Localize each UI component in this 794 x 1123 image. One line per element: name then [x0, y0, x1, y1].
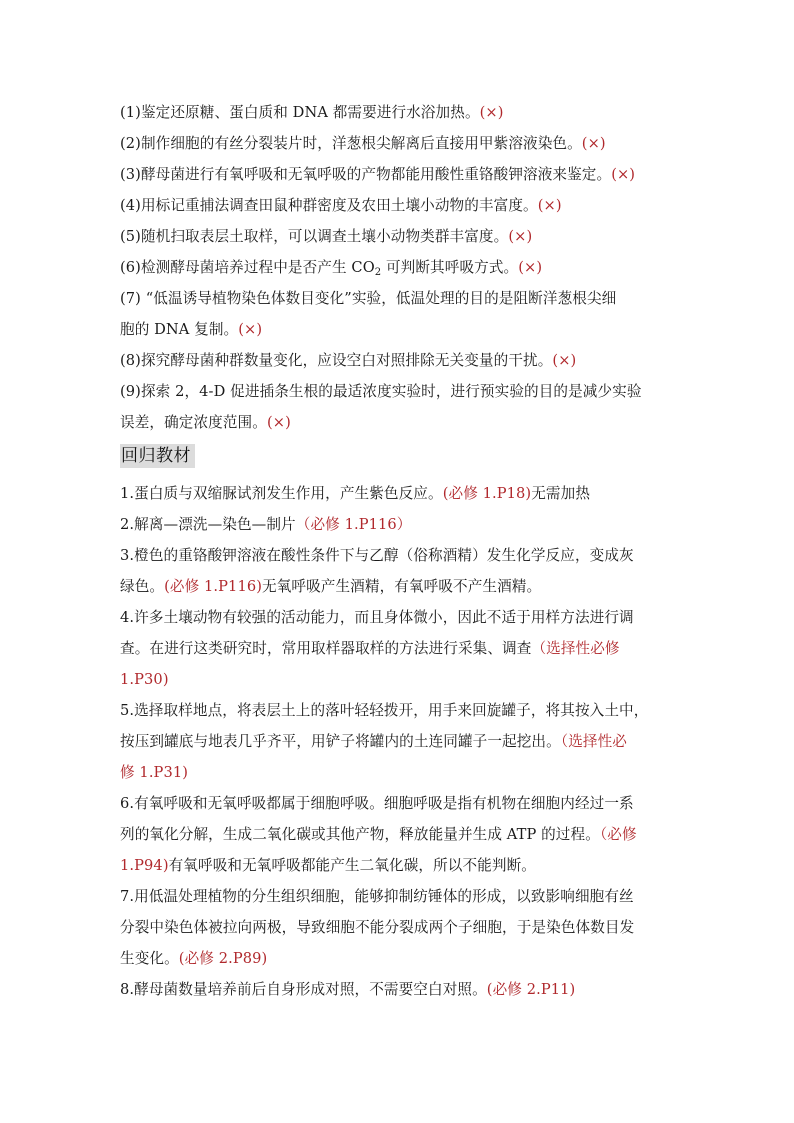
- wrong-mark: (×): [266, 414, 291, 431]
- judgment-list: [120, 97, 676, 438]
- judgment-item-line: [120, 190, 676, 221]
- item-text: 4.许多土壤动物有较强的活动能力，而且身体微小，因此不适于用样方法进行调: [120, 609, 634, 626]
- textbook-item-line: [120, 509, 676, 540]
- judgment-item: [120, 128, 676, 159]
- textbook-item: [120, 974, 676, 1005]
- judgment-item-line: [120, 314, 676, 345]
- item-text: 8.酵母菌数量培养前后自身形成对照，不需要空白对照。: [120, 981, 487, 998]
- item-note: 无需加热: [531, 485, 591, 502]
- textbook-item-line: [120, 478, 676, 509]
- textbook-reference: （选择性必: [560, 733, 627, 750]
- item-text: 7.用低温处理植物的分生组织细胞，能够抑制纺锤体的形成，以致影响细胞有丝: [120, 888, 634, 905]
- item-text: 误差，确定浓度范围。: [120, 414, 267, 431]
- textbook-item: [120, 602, 676, 695]
- item-text: (7) “低温诱导植物染色体数目变化”实验，低温处理的目的是阻断洋葱根尖细: [120, 290, 617, 307]
- judgment-item: [120, 252, 676, 283]
- section-heading: 回归教材: [120, 444, 195, 468]
- wrong-mark: (×): [479, 104, 504, 121]
- judgment-item: [120, 159, 676, 190]
- textbook-item-line: [120, 664, 676, 695]
- textbook-reference: (必修 1.P116): [164, 578, 263, 595]
- textbook-list: [120, 478, 676, 1005]
- textbook-item-line: [120, 912, 676, 943]
- textbook-item: [120, 788, 676, 881]
- textbook-item-line: [120, 881, 676, 912]
- wrong-mark: (×): [581, 135, 606, 152]
- judgment-item: [120, 221, 676, 252]
- textbook-item-line: [120, 974, 676, 1005]
- item-text: 胞的 DNA 复制。: [120, 321, 239, 338]
- item-text: (8)探究酵母菌种群数量变化，应设空白对照排除无关变量的干扰。: [120, 352, 553, 369]
- item-text: 3.橙色的重铬酸钾溶液在酸性条件下与乙醇（俗称酒精）发生化学反应，变成灰: [120, 547, 634, 564]
- judgment-item-line: [120, 407, 676, 438]
- item-text: (1)鉴定还原糖、蛋白质和 DNA 都需要进行水浴加热。: [120, 104, 480, 121]
- wrong-mark: (×): [238, 321, 263, 338]
- textbook-item-line: [120, 726, 676, 757]
- textbook-item-line: [120, 943, 676, 974]
- judgment-item: [120, 97, 676, 128]
- judgment-item: [120, 376, 676, 438]
- section-heading-wrap: [120, 438, 676, 478]
- textbook-item-line: [120, 540, 676, 571]
- judgment-item-line: [120, 221, 676, 252]
- textbook-reference: （必修: [599, 826, 637, 843]
- item-text: 查。在进行这类研究时，常用取样器取样的方法进行采集、调查: [120, 640, 532, 657]
- judgment-item-line: [120, 345, 676, 376]
- textbook-item-line: [120, 788, 676, 819]
- textbook-item: [120, 478, 676, 509]
- item-note: 无氧呼吸产生酒精，有氧呼吸不产生酒精。: [262, 578, 542, 595]
- textbook-reference: (必修 2.P11): [486, 981, 576, 998]
- textbook-item-line: [120, 633, 676, 664]
- item-note: 有氧呼吸和无氧呼吸都能产生二氧化碳，所以不能判断。: [168, 857, 536, 874]
- judgment-item: [120, 345, 676, 376]
- textbook-item-line: [120, 602, 676, 633]
- textbook-item: [120, 695, 676, 788]
- item-text: (2)制作细胞的有丝分裂装片时，洋葱根尖解离后直接用甲紫溶液染色。: [120, 135, 582, 152]
- subscript: 2: [374, 267, 382, 278]
- textbook-item: [120, 509, 676, 540]
- item-text: (5)随机扫取表层土取样，可以调查土壤小动物类群丰富度。: [120, 228, 509, 245]
- textbook-reference: （选择性必修: [531, 640, 620, 657]
- item-text: 5.选择取样地点，将表层土上的落叶轻轻拨开，用手来回旋罐子，将其按入土中，: [120, 702, 649, 719]
- item-text: (6)检测酵母菌培养过程中是否产生 CO: [120, 259, 375, 276]
- item-text: 生变化。: [120, 950, 179, 967]
- item-text: 绿色。: [120, 578, 165, 595]
- judgment-item: [120, 190, 676, 221]
- textbook-reference: 修 1.P31): [120, 764, 189, 781]
- textbook-item-line: [120, 819, 676, 850]
- judgment-item-line: [120, 97, 676, 128]
- wrong-mark: (×): [508, 228, 533, 245]
- textbook-reference: （必修 1.P116）: [295, 516, 412, 533]
- textbook-reference: (必修 1.P18): [442, 485, 532, 502]
- wrong-mark: (×): [611, 166, 636, 183]
- textbook-item: [120, 540, 676, 602]
- textbook-reference: 1.P30): [120, 671, 169, 688]
- wrong-mark: (×): [552, 352, 577, 369]
- textbook-item-line: [120, 695, 676, 726]
- item-text: 2.解离—漂洗—染色—制片: [120, 516, 296, 533]
- judgment-item-line: [120, 376, 676, 407]
- textbook-reference: 1.P94): [120, 857, 169, 874]
- textbook-item-line: [120, 850, 676, 881]
- item-text: 1.蛋白质与双缩脲试剂发生作用，产生紫色反应。: [120, 485, 443, 502]
- textbook-item-line: [120, 757, 676, 788]
- judgment-item: [120, 283, 676, 345]
- judgment-item-line: [120, 159, 676, 190]
- item-text: 分裂中染色体被拉向两极，导致细胞不能分裂成两个子细胞，于是染色体数目发: [120, 919, 635, 936]
- item-text: (3)酵母菌进行有氧呼吸和无氧呼吸的产物都能用酸性重铬酸钾溶液来鉴定。: [120, 166, 612, 183]
- judgment-item-line: [120, 283, 676, 314]
- wrong-mark: (×): [537, 197, 562, 214]
- judgment-item-line: [120, 128, 676, 159]
- textbook-reference: (必修 2.P89): [178, 950, 268, 967]
- content-column: [120, 97, 676, 1005]
- item-text: (4)用标记重捕法调查田鼠种群密度及农田土壤小动物的丰富度。: [120, 197, 538, 214]
- textbook-item-line: [120, 571, 676, 602]
- item-text: 可判断其呼吸方式。: [381, 259, 519, 276]
- wrong-mark: (×): [518, 259, 543, 276]
- item-text: (9)探索 2，4-D 促进插条生根的最适浓度实验时，进行预实验的目的是减少实验: [120, 383, 642, 400]
- judgment-item-line: [120, 252, 676, 283]
- item-text: 按压到罐底与地表几乎齐平，用铲子将罐内的土连同罐子一起挖出。: [120, 733, 561, 750]
- item-text: 6.有氧呼吸和无氧呼吸都属于细胞呼吸。细胞呼吸是指有机物在细胞内经过一系: [120, 795, 634, 812]
- item-text: 列的氧化分解，生成二氧化碳或其他产物，释放能量并生成 ATP 的过程。: [120, 826, 600, 843]
- textbook-item: [120, 881, 676, 974]
